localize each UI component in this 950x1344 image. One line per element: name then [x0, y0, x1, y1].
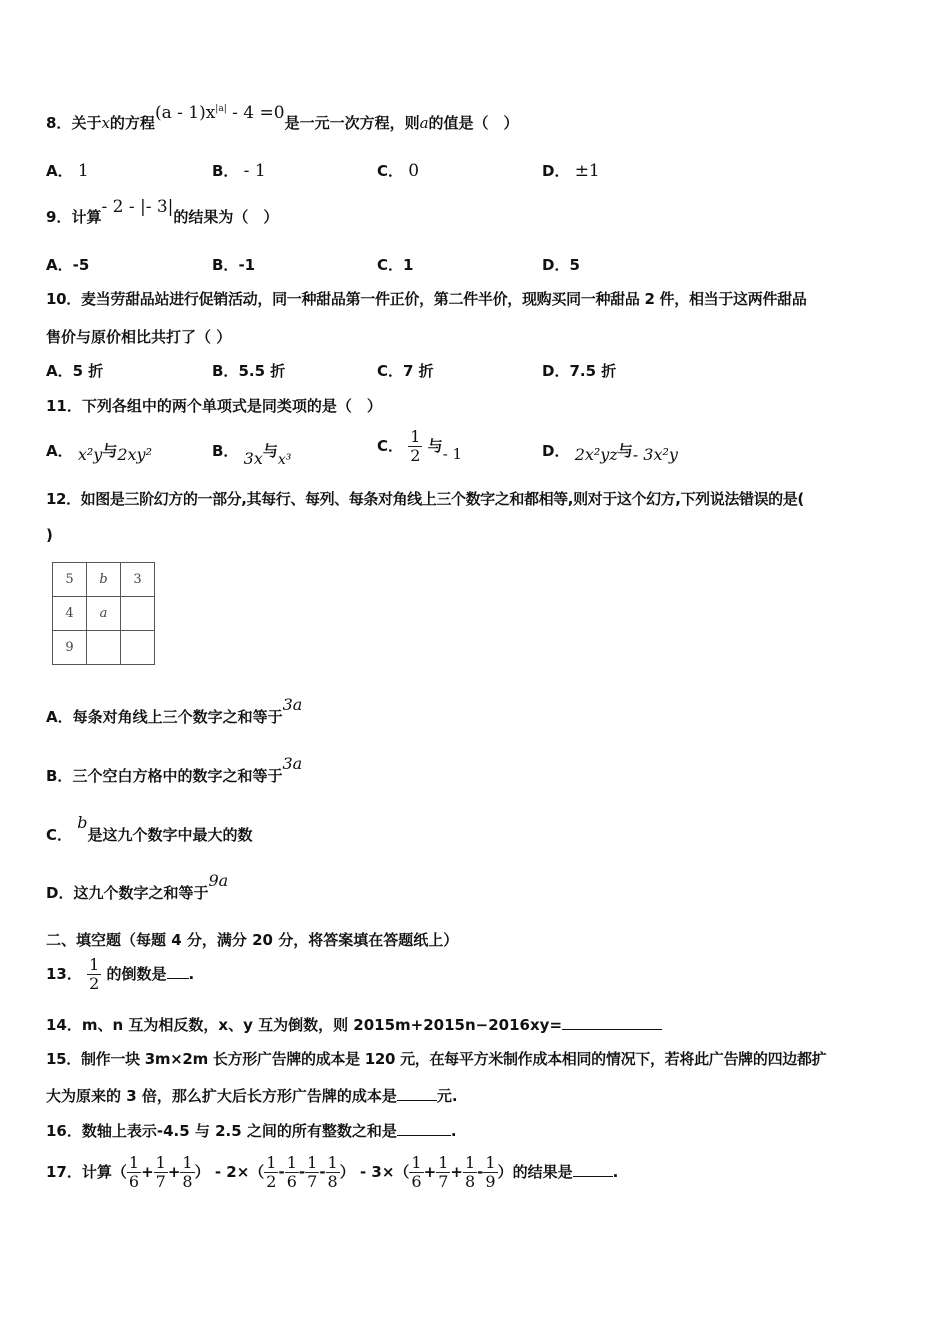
option-label: D． — [542, 162, 570, 180]
q9-option-a — [46, 254, 89, 275]
option-label: A． — [46, 708, 73, 726]
q8-equation — [155, 103, 285, 123]
q8-var-a: a — [419, 114, 429, 132]
option-with: 与 — [617, 442, 633, 460]
magic-square-grid — [52, 562, 155, 665]
option-value: 5 — [569, 256, 580, 274]
option-value: -1 — [238, 256, 256, 274]
fraction-numerator: 1 — [286, 1153, 297, 1172]
fraction-numerator: 1 — [155, 1153, 166, 1172]
fraction-numerator: 1 — [266, 1153, 277, 1172]
q8-option-c — [377, 160, 419, 181]
option-math: 3a — [282, 754, 303, 773]
question-10-line2: 售价与原价相比共打了（ ） — [46, 328, 232, 346]
q12-option-c — [46, 813, 253, 845]
grid-cell: 4 — [53, 597, 87, 631]
option-label: C． — [377, 162, 404, 180]
option-math: 9a — [208, 871, 229, 890]
fraction-numerator: 1 — [485, 1153, 496, 1172]
option-label: C． — [377, 256, 404, 274]
option-math: x²y — [77, 445, 103, 464]
q17-fraction — [463, 1154, 477, 1191]
q10-option-b — [212, 360, 285, 381]
option-fraction — [408, 428, 422, 465]
fraction-numerator: 1 — [438, 1153, 449, 1172]
option-math: 2x²yz — [574, 445, 618, 464]
q9-text: 计算 — [71, 208, 102, 226]
fraction-denominator: 8 — [182, 1172, 193, 1191]
question-8 — [46, 103, 519, 133]
option-label: D． — [46, 884, 74, 902]
option-label: C． — [46, 826, 73, 844]
option-math: 3x — [243, 449, 263, 468]
option-value: 7 折 — [403, 362, 434, 380]
fraction-numerator: 1 — [89, 955, 100, 974]
q8-option-a — [46, 160, 89, 181]
option-value: 1 — [77, 161, 89, 181]
fraction-denominator: 6 — [286, 1172, 297, 1191]
option-value: 5 折 — [72, 362, 104, 380]
fraction-denominator: 7 — [438, 1172, 449, 1191]
option-label: D． — [542, 442, 570, 460]
answer-blank[interactable] — [397, 1086, 437, 1101]
q8-text: 是一元一次方程，则 — [284, 114, 420, 132]
q17-fraction — [285, 1154, 299, 1191]
q17-text: ）的结果是 — [497, 1163, 573, 1181]
fraction-numerator: 1 — [128, 1153, 140, 1172]
q8-option-b — [212, 160, 266, 181]
option-value: -5 — [72, 256, 90, 274]
q10-option-a — [46, 360, 103, 381]
answer-blank[interactable] — [167, 964, 189, 979]
q17-fraction — [305, 1154, 319, 1191]
fraction-numerator: 1 — [411, 1153, 422, 1172]
q8-number: 8． — [46, 114, 72, 132]
q13-number: 13． — [46, 965, 82, 983]
q9-text: 的结果为（ ） — [173, 208, 279, 226]
option-math: 2xy² — [117, 445, 152, 464]
fraction-denominator: 2 — [266, 1172, 277, 1191]
question-11: 11．下列各组中的两个单项式是同类项的是（ ） — [46, 397, 382, 415]
fraction-numerator: 1 — [327, 1153, 338, 1172]
question-15-line2 — [46, 1085, 458, 1106]
q8-text: 关于 — [71, 114, 102, 132]
option-label: D． — [542, 256, 570, 274]
q15-end: 元. — [436, 1087, 458, 1105]
q11-option-a — [46, 440, 152, 464]
q16-text: 16．数轴上表示-4.5 与 2.5 之间的所有整数之和是 — [46, 1122, 397, 1140]
option-label: B． — [212, 256, 239, 274]
q17-text: ） - 2×（ — [194, 1163, 265, 1181]
q15-text: 大为原来的 3 倍，那么扩大后长方形广告牌的成本是 — [46, 1087, 397, 1105]
fraction-numerator: 1 — [410, 427, 421, 446]
q9-expression: - 2 - |- 3| — [101, 197, 174, 217]
question-9 — [46, 197, 279, 227]
option-label: B． — [212, 362, 239, 380]
option-label: B． — [46, 767, 73, 785]
fraction-denominator: 7 — [307, 1172, 318, 1191]
grid-cell — [121, 597, 155, 631]
option-value: 1 — [403, 256, 414, 274]
fraction-denominator: 9 — [485, 1172, 496, 1191]
q13-fraction — [87, 956, 101, 993]
question-12-line2: ) — [46, 526, 53, 544]
option-label: A． — [46, 162, 73, 180]
q11-option-c — [377, 428, 462, 465]
q17-fraction — [326, 1154, 340, 1191]
q16-end: . — [450, 1122, 457, 1140]
question-15-line1: 15．制作一块 3m×2m 长方形广告牌的成本是 120 元，在每平方米制作成本相同的情况下，若将此广告牌的四边都扩 — [46, 1050, 827, 1068]
fraction-denominator: 2 — [410, 446, 421, 465]
q8-eq-exponent: |a| — [215, 104, 227, 114]
option-text: 每条对角线上三个数字之和等于 — [72, 708, 283, 726]
fraction-numerator: 1 — [464, 1153, 476, 1172]
q9-number: 9． — [46, 208, 72, 226]
q12-option-b — [46, 754, 303, 786]
option-label: B． — [212, 442, 239, 460]
option-label: A． — [46, 256, 73, 274]
question-14 — [46, 1014, 662, 1035]
option-with: 与 — [102, 442, 118, 460]
option-label: A． — [46, 442, 73, 460]
option-label: C． — [377, 362, 404, 380]
q8-text: 的方程 — [109, 114, 155, 132]
option-label: A． — [46, 362, 73, 380]
q11-option-b — [212, 440, 292, 468]
option-text: 三个空白方格中的数字之和等于 — [72, 767, 283, 785]
fraction-denominator: 2 — [89, 974, 100, 993]
fraction-denominator: 7 — [155, 1172, 166, 1191]
q17-text: 17．计算（ — [46, 1163, 127, 1181]
q8-eq-part: (a - 1)x — [154, 103, 216, 123]
q17-text: ） - 3×（ — [339, 1163, 410, 1181]
option-value: ±1 — [574, 161, 600, 181]
option-value: 7.5 折 — [569, 362, 617, 380]
option-math: b — [77, 813, 88, 832]
option-label: D． — [542, 362, 570, 380]
section-2-heading: 二、填空题（每题 4 分，满分 20 分，将答案填在答题纸上） — [46, 931, 459, 949]
option-text: 这九个数字之和等于 — [73, 884, 209, 902]
grid-cell: 3 — [121, 563, 155, 597]
q14-text: 14．m、n 互为相反数，x、y 互为倒数，则 2015m+2015n−2016xy= — [46, 1016, 563, 1034]
option-value: 5.5 折 — [238, 362, 286, 380]
q13-text: 的倒数是 — [106, 965, 167, 983]
q10-option-c — [377, 360, 434, 381]
option-value: 0 — [408, 161, 420, 181]
option-value: - 1 — [243, 161, 266, 181]
option-with: 与 — [262, 442, 278, 460]
question-17: 17．计算（ $\frac{1}{6}$ + $\frac{1}{7}$ + $\frac{1}{8}$ ） - 2×（ $\frac{1}{2}$ - $\frac{1}{6}$ - $\frac{1}{7}$ - $\frac{1}{8}$ ） - 3×（ $\frac{1}{6}$ + $\frac{1}{7}$ + $\frac{1}{8}$ - $\frac{1}{9}$ ）的结果是 . — [46, 1153, 619, 1191]
q8-option-d — [542, 160, 600, 181]
q8-text: 的值是（ ） — [428, 114, 519, 132]
q17-fraction — [127, 1154, 141, 1191]
question-16 — [46, 1120, 457, 1141]
option-math: x³ — [277, 452, 292, 468]
question-10-line1: 10．麦当劳甜品站进行促销活动，同一种甜品第一件正价，第二件半价，现购买同一种甜品 2 件，相当于这两件甜品 — [46, 290, 807, 308]
question-12-line1: 12．如图是三阶幻方的一部分,其每行、每列、每条对角线上三个数字之和都相等,则对于这个幻方,下列说法错误的是( — [46, 490, 804, 508]
grid-cell — [87, 631, 121, 665]
option-math: - 1 — [442, 445, 463, 463]
q11-option-d — [542, 440, 678, 464]
q17-fraction — [264, 1154, 278, 1191]
q13-end: . — [188, 965, 195, 983]
question-13 — [46, 956, 194, 993]
q17-end: . — [612, 1163, 619, 1181]
q17-fraction — [180, 1154, 194, 1191]
fraction-numerator: 1 — [182, 1153, 193, 1172]
fraction-denominator: 6 — [128, 1172, 140, 1191]
option-text: 是这九个数字中最大的数 — [87, 826, 253, 844]
option-math: - 3x²y — [632, 445, 678, 464]
q8-eq-part: - 4 =0 — [226, 103, 285, 123]
option-label: B． — [212, 162, 239, 180]
grid-cell — [121, 631, 155, 665]
q12-option-a — [46, 695, 303, 727]
q8-var-x: x — [101, 114, 110, 132]
option-with: 与 — [427, 437, 443, 455]
fraction-numerator: 1 — [307, 1153, 318, 1172]
grid-cell: 9 — [53, 631, 87, 665]
fraction-denominator: 6 — [411, 1172, 422, 1191]
answer-blank[interactable] — [397, 1121, 451, 1136]
answer-blank[interactable] — [573, 1162, 613, 1177]
grid-cell: 5 — [53, 563, 87, 597]
q17-fraction — [409, 1154, 423, 1191]
q9-option-d — [542, 254, 580, 275]
q17-fraction — [436, 1154, 450, 1191]
q10-option-d — [542, 360, 616, 381]
option-math: 3a — [282, 695, 303, 714]
q9-option-b — [212, 254, 255, 275]
q17-fraction — [154, 1154, 168, 1191]
fraction-denominator: 8 — [464, 1172, 476, 1191]
grid-cell: b — [87, 563, 121, 597]
q12-option-d — [46, 871, 229, 903]
grid-cell: a — [87, 597, 121, 631]
answer-blank[interactable] — [562, 1015, 662, 1030]
option-label: C． — [377, 437, 404, 455]
q17-fraction — [483, 1154, 497, 1191]
fraction-denominator: 8 — [327, 1172, 338, 1191]
q9-option-c — [377, 254, 413, 275]
